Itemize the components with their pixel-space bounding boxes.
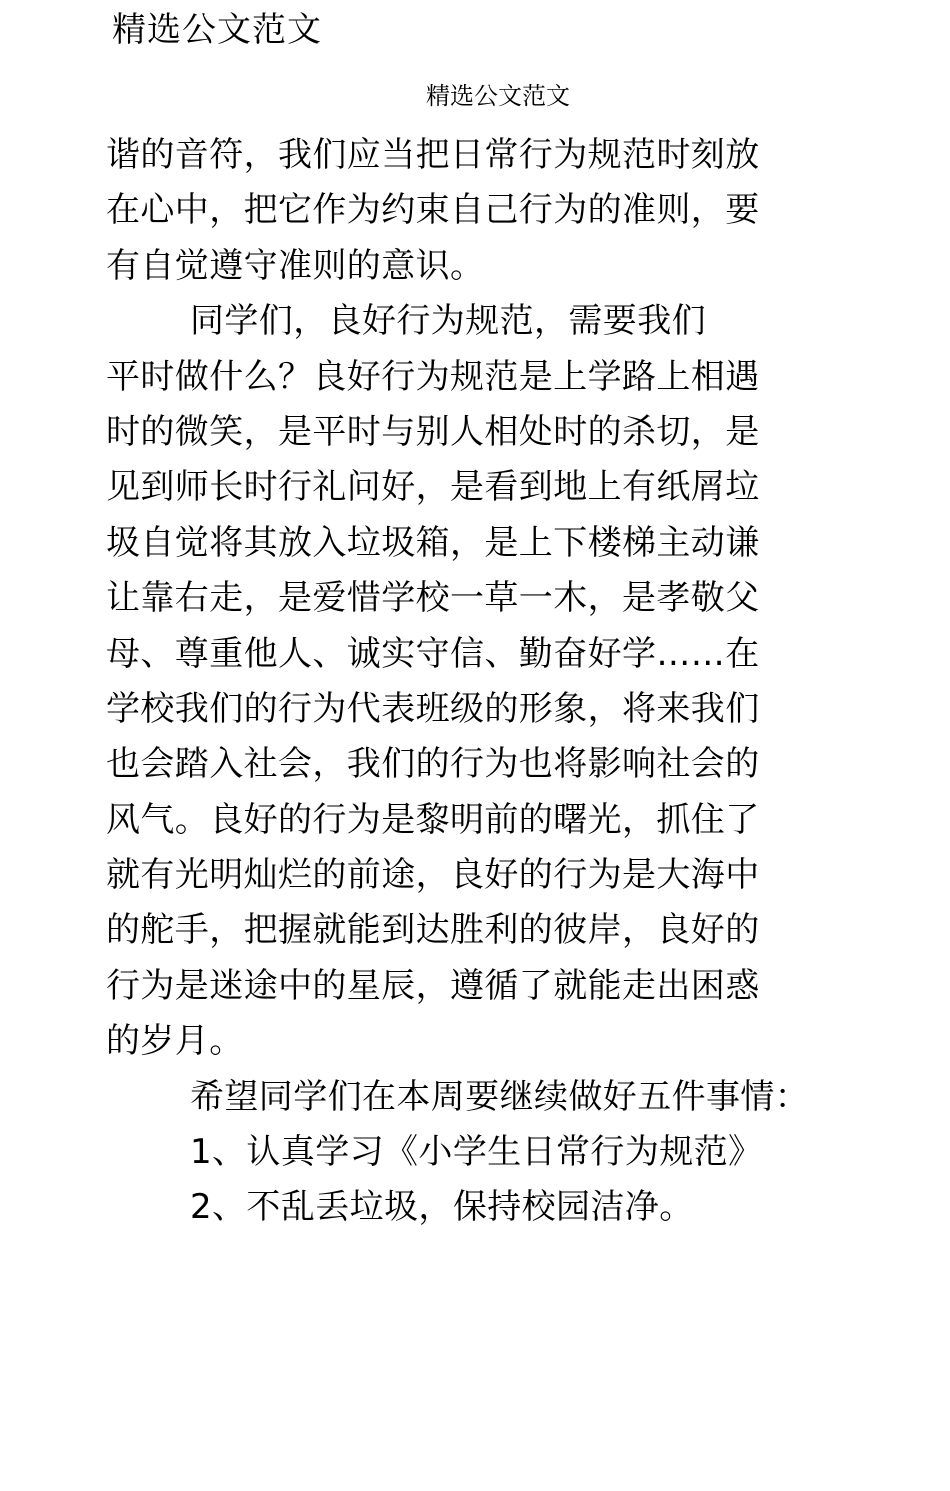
body-text-line: 让靠右走，是爱惜学校一草一木，是孝敬父 [106,578,760,619]
paragraph-first-line: 希望同学们在本周要继续做好五件事情： [190,1076,810,1117]
body-text-line: 在心中，把它作为约束自己行为的准则，要 [106,190,760,231]
document-body [106,128,886,1236]
body-text-line: 见到师长时行礼问好，是看到地上有纸屑垃 [106,467,760,508]
body-text-line: 谐的音符，我们应当把日常行为规范时刻放 [106,135,760,175]
body-text-line: 时的微笑，是平时与别人相处时的杀切，是 [106,411,760,452]
body-text-line: 也会踏入社会，我们的行为也将影响社会的 [106,744,760,785]
paragraph-first-line: 同学们，良好行为规范，需要我们 [190,301,706,342]
body-text-line: 就有光明灿烂的前途，良好的行为是大海中 [106,855,760,896]
body-text-line: 的岁月。 [106,1021,244,1062]
list-item-1: 1、认真学习《小学生日常行为规范》 [190,1132,763,1173]
list-item-2: 2、不乱丢垃圾，保持校园洁净。 [190,1187,694,1228]
body-text-line: 行为是迷途中的星辰，遵循了就能走出困惑 [106,965,760,1006]
body-text-line: 的舵手，把握就能到达胜利的彼岸，良好的 [106,910,760,951]
body-text-line: 学校我们的行为代表班级的形象，将来我们 [106,688,760,729]
page-header-title: 精选公文范文 [112,10,322,50]
body-text-line: 母、尊重他人、诚实守信、勤奋好学……在 [106,633,760,674]
body-text-line: 风气。良好的行为是黎明前的曙光，抓住了 [106,799,760,840]
body-text-line: 有自觉遵守准则的意识。 [106,245,485,286]
body-text-line: 圾自觉将其放入垃圾箱，是上下楼梯主动谦 [106,522,760,563]
body-text-line: 平时做什么？良好行为规范是上学路上相遇 [106,356,760,397]
centered-document-title: 精选公文范文 [426,82,570,110]
